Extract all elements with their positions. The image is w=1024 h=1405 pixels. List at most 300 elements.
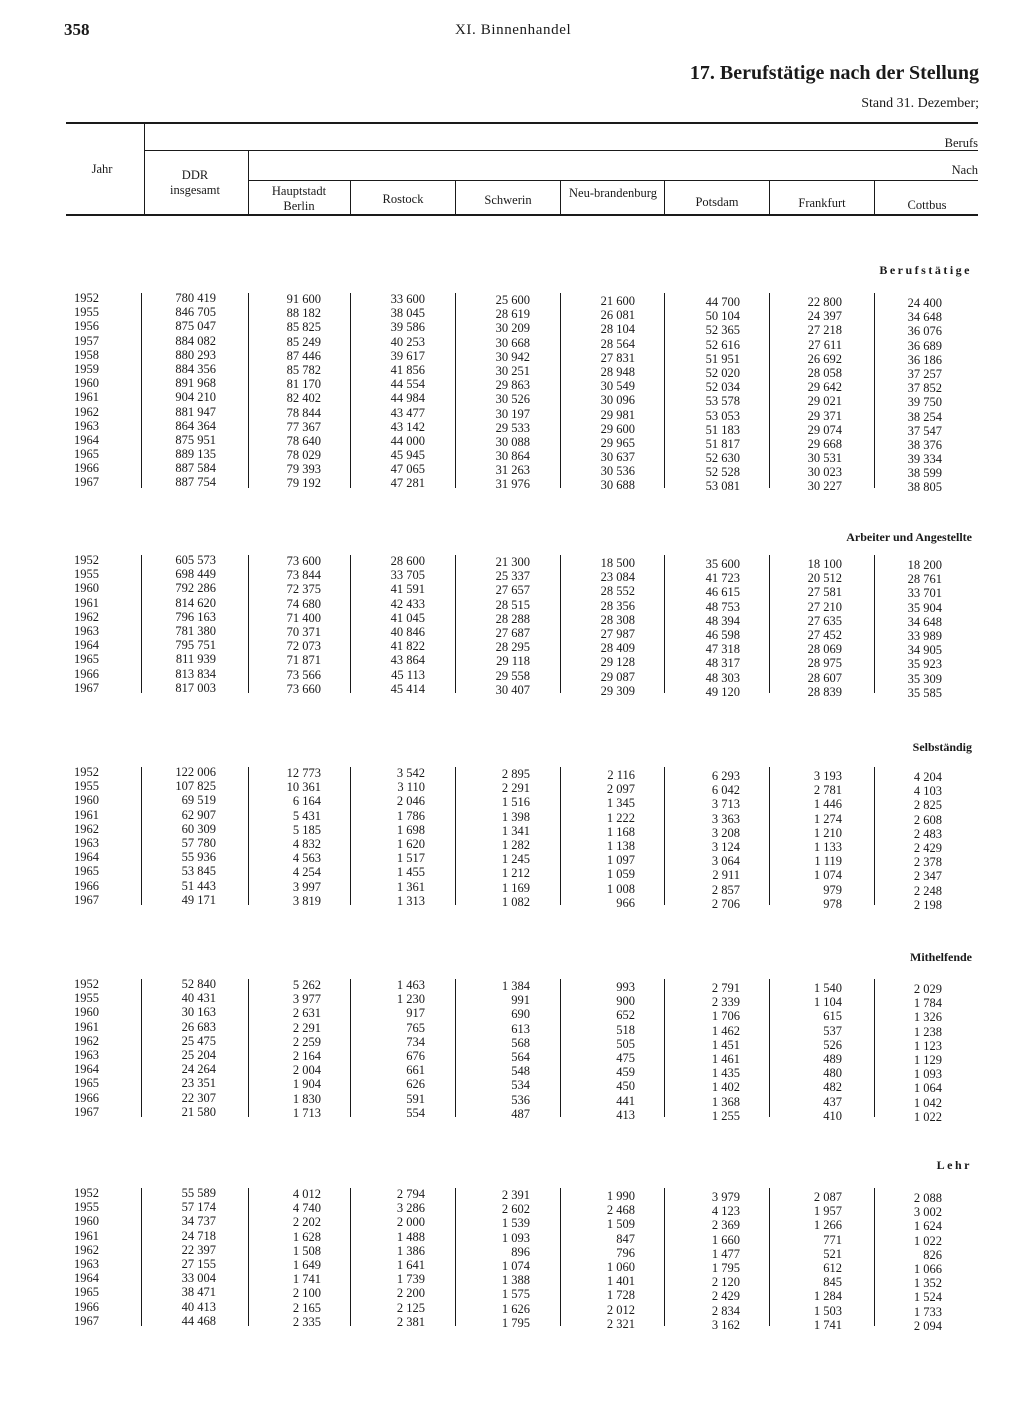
value-cell: 30 864: [495, 449, 530, 464]
value-cell: 37 257: [907, 366, 942, 381]
value-cell: 2 004: [292, 1063, 321, 1078]
value-cell: 1 222: [606, 810, 635, 825]
table-title: 17. Berufstätige nach der Stellung: [689, 62, 979, 84]
header-col-berlin: Hauptstadt Berlin: [271, 184, 327, 213]
value-cell: 30 688: [600, 478, 635, 493]
value-cell: 85 782: [286, 362, 321, 377]
value-cell: 28 104: [600, 322, 635, 337]
value-cell: 891 968: [175, 376, 216, 391]
value-cell: 62 907: [181, 807, 216, 822]
value-cell: 1 706: [711, 1009, 740, 1024]
value-cell: 30 549: [600, 379, 635, 394]
value-cell: 4 254: [292, 865, 321, 880]
value-cell: 3 110: [397, 780, 425, 795]
value-cell: 52 034: [705, 380, 740, 395]
value-cell: 765: [406, 1020, 425, 1035]
value-cell: 991: [511, 993, 530, 1008]
value-cell: 71 871: [286, 653, 321, 668]
value-cell: 900: [616, 994, 635, 1009]
value-cell: 917: [406, 1006, 425, 1021]
value-cell: 38 376: [907, 437, 942, 452]
value-cell: 70 371: [286, 624, 321, 639]
header-divider-1: [350, 181, 351, 214]
header-sub-rule-2: [248, 180, 978, 181]
value-column: [762, 1190, 842, 1332]
value-cell: 44 554: [390, 377, 425, 392]
value-cell: 43 864: [390, 653, 425, 668]
value-cell: 27 987: [600, 626, 635, 641]
value-cell: 1 741: [292, 1272, 321, 1287]
value-cell: 864 364: [175, 418, 216, 433]
value-cell: 792 286: [175, 581, 216, 596]
header-top-right: Berufs: [944, 136, 978, 150]
value-cell: 1 540: [813, 981, 842, 995]
value-cell: 45 414: [390, 681, 425, 696]
value-cell: 1 066: [913, 1261, 942, 1276]
value-cell: 88 182: [286, 306, 321, 321]
value-cell: 79 393: [286, 462, 321, 477]
header-bottom-rule: [66, 214, 978, 216]
year-cell: 1955: [74, 305, 99, 320]
value-cell: 48 394: [705, 613, 740, 628]
value-cell: 1 461: [711, 1051, 740, 1066]
value-cell: 1 361: [396, 879, 425, 894]
value-cell: 30 227: [807, 479, 842, 494]
value-cell: 74 680: [286, 596, 321, 611]
value-cell: 41 856: [390, 362, 425, 377]
value-cell: 2 791: [711, 981, 740, 995]
year-column: [66, 553, 124, 695]
value-cell: 72 375: [286, 582, 321, 597]
header-year: Jahr: [91, 162, 113, 176]
value-cell: 37 547: [907, 423, 942, 438]
value-cell: 27 687: [495, 625, 530, 640]
header-col-rostock: Rostock: [382, 192, 424, 206]
value-cell: 612: [823, 1260, 842, 1275]
value-cell: 2 291: [292, 1020, 321, 1035]
value-cell: 27 635: [807, 613, 842, 628]
value-cell: 6 042: [711, 783, 740, 798]
value-cell: 21 300: [495, 555, 530, 569]
value-cell: 489: [823, 1051, 842, 1066]
value-column: [555, 556, 635, 698]
header-col-ddr: DDR insgesamt: [170, 168, 220, 197]
value-cell: 875 047: [175, 319, 216, 334]
year-column: [66, 977, 124, 1119]
value-cell: 35 309: [907, 671, 942, 686]
value-cell: 30 163: [181, 1005, 216, 1020]
value-cell: 77 367: [286, 419, 321, 434]
year-cell: 1960: [74, 376, 99, 391]
value-cell: 3 208: [711, 825, 740, 840]
value-cell: 28 619: [495, 307, 530, 322]
value-column: [450, 979, 530, 1121]
value-cell: 2 116: [607, 768, 635, 782]
value-cell: 1 082: [501, 894, 530, 909]
year-cell: 1960: [74, 1005, 99, 1020]
value-cell: 1 388: [501, 1273, 530, 1288]
value-cell: 2 248: [913, 883, 942, 898]
header-col-potsdam: Potsdam: [695, 195, 739, 209]
value-column: [241, 554, 321, 696]
value-cell: 3 977: [292, 992, 321, 1007]
value-cell: 2 088: [913, 1191, 942, 1205]
value-cell: 48 303: [705, 670, 740, 685]
value-cell: 29 533: [495, 420, 530, 435]
value-cell: 36 076: [907, 324, 942, 339]
value-cell: 1 509: [606, 1217, 635, 1232]
value-cell: 505: [616, 1036, 635, 1051]
value-column: [241, 292, 321, 491]
value-cell: 413: [616, 1107, 635, 1122]
value-cell: 845: [823, 1275, 842, 1290]
value-cell: 23 351: [181, 1076, 216, 1091]
value-cell: 993: [616, 980, 635, 994]
value-column: [762, 557, 842, 699]
value-cell: 33 004: [181, 1271, 216, 1286]
header-divider-4: [664, 181, 665, 214]
value-cell: 1 093: [501, 1230, 530, 1245]
value-cell: 1 575: [501, 1287, 530, 1302]
value-cell: 2 335: [292, 1314, 321, 1329]
year-cell: 1952: [74, 765, 99, 779]
value-cell: 5 262: [292, 978, 321, 992]
value-cell: 4 563: [292, 851, 321, 866]
value-cell: 1 133: [813, 839, 842, 854]
year-cell: 1952: [74, 553, 99, 567]
value-cell: 1 074: [501, 1258, 530, 1273]
value-cell: 3 002: [913, 1205, 942, 1220]
value-cell: 2 012: [606, 1302, 635, 1317]
year-cell: 1961: [74, 1228, 99, 1243]
value-cell: 1 212: [501, 866, 530, 881]
value-cell: 676: [406, 1048, 425, 1063]
value-cell: 880 293: [175, 347, 216, 362]
value-cell: 34 905: [907, 643, 942, 658]
value-cell: 437: [823, 1094, 842, 1109]
value-cell: 28 552: [600, 584, 635, 599]
value-cell: 1 795: [501, 1315, 530, 1330]
value-cell: 875 951: [175, 432, 216, 447]
value-column: [660, 1190, 740, 1332]
value-column: [862, 558, 942, 700]
value-cell: 29 087: [600, 669, 635, 684]
value-cell: 3 542: [396, 766, 425, 780]
value-cell: 2 391: [501, 1188, 530, 1202]
year-cell: 1962: [74, 1033, 99, 1048]
value-cell: 4 204: [913, 770, 942, 784]
value-cell: 78 029: [286, 448, 321, 463]
value-cell: 27 611: [808, 337, 842, 352]
value-cell: 28 058: [807, 365, 842, 380]
value-cell: 91 600: [286, 292, 321, 306]
year-cell: 1962: [74, 609, 99, 624]
value-cell: 28 975: [807, 656, 842, 671]
value-cell: 28 295: [495, 640, 530, 655]
value-cell: 30 088: [495, 434, 530, 449]
value-cell: 28 948: [600, 364, 635, 379]
value-cell: 459: [616, 1065, 635, 1080]
year-cell: 1966: [74, 461, 99, 476]
value-cell: 1 274: [813, 811, 842, 826]
value-cell: 38 254: [907, 409, 942, 424]
value-cell: 40 413: [181, 1299, 216, 1314]
value-cell: 78 640: [286, 433, 321, 448]
value-cell: 4 103: [913, 784, 942, 799]
value-column: [762, 981, 842, 1123]
value-cell: 1 784: [913, 996, 942, 1011]
value-column: [862, 1191, 942, 1333]
value-cell: 73 566: [286, 667, 321, 682]
value-cell: 548: [511, 1064, 530, 1079]
value-cell: 73 600: [286, 554, 321, 568]
value-cell: 37 852: [907, 381, 942, 396]
value-cell: 35 904: [907, 600, 942, 615]
value-cell: 450: [616, 1079, 635, 1094]
year-cell: 1952: [74, 1186, 99, 1200]
year-cell: 1964: [74, 638, 99, 653]
value-column: [555, 294, 635, 493]
value-cell: 2 429: [711, 1289, 740, 1304]
value-cell: 26 683: [181, 1019, 216, 1034]
value-cell: 1 739: [396, 1272, 425, 1287]
value-cell: 28 409: [600, 641, 635, 656]
value-cell: 43 477: [390, 405, 425, 420]
value-column: [660, 557, 740, 699]
value-column: [862, 296, 942, 495]
year-cell: 1962: [74, 821, 99, 836]
header-col-cottbus: Cottbus: [907, 198, 947, 212]
value-column: [862, 770, 942, 912]
value-cell: 21 580: [181, 1104, 216, 1119]
value-cell: 51 951: [705, 351, 740, 366]
value-cell: 536: [511, 1092, 530, 1107]
value-cell: 82 402: [286, 391, 321, 406]
value-cell: 1 830: [292, 1091, 321, 1106]
value-cell: 1 326: [913, 1010, 942, 1025]
value-cell: 1 462: [711, 1023, 740, 1038]
value-cell: 4 123: [711, 1204, 740, 1219]
value-cell: 45 945: [390, 448, 425, 463]
value-cell: 3 286: [396, 1201, 425, 1216]
value-cell: 2 895: [501, 767, 530, 781]
value-cell: 51 443: [181, 878, 216, 893]
year-column: [66, 765, 124, 907]
value-cell: 49 171: [181, 892, 216, 907]
value-cell: 1 957: [813, 1204, 842, 1219]
year-cell: 1966: [74, 878, 99, 893]
value-cell: 887 754: [175, 475, 216, 490]
value-cell: 813 834: [175, 666, 216, 681]
value-cell: 30 251: [495, 363, 530, 378]
header-divider-year: [144, 124, 145, 214]
value-cell: 1 698: [396, 822, 425, 837]
value-cell: 1 713: [292, 1105, 321, 1120]
value-cell: 38 599: [907, 466, 942, 481]
value-cell: 1 733: [913, 1304, 942, 1319]
value-cell: 1 402: [711, 1080, 740, 1095]
value-cell: 30 536: [600, 464, 635, 479]
value-cell: 29 128: [600, 655, 635, 670]
value-cell: 27 155: [181, 1256, 216, 1271]
value-column: [450, 767, 530, 909]
value-column: [136, 553, 216, 695]
value-cell: 26 081: [600, 308, 635, 323]
year-cell: 1965: [74, 1076, 99, 1091]
value-cell: 52 528: [705, 465, 740, 480]
value-cell: 29 118: [496, 654, 530, 669]
value-cell: 73 844: [286, 568, 321, 583]
value-cell: 4 832: [292, 836, 321, 851]
value-cell: 52 840: [181, 977, 216, 991]
value-cell: 36 186: [907, 352, 942, 367]
header-divider-5: [769, 181, 770, 214]
value-cell: 27 218: [807, 323, 842, 338]
value-cell: 18 500: [600, 556, 635, 570]
value-cell: 29 965: [600, 435, 635, 450]
value-cell: 29 981: [600, 407, 635, 422]
value-column: [136, 291, 216, 490]
value-cell: 1 266: [813, 1218, 842, 1233]
value-column: [762, 295, 842, 494]
value-cell: 46 598: [705, 627, 740, 642]
value-cell: 605 573: [175, 553, 216, 567]
value-cell: 31 263: [495, 463, 530, 478]
value-cell: 661: [406, 1063, 425, 1078]
header-divider-2: [455, 181, 456, 214]
value-cell: 1 138: [606, 838, 635, 853]
value-cell: 27 831: [600, 350, 635, 365]
value-cell: 1 455: [396, 865, 425, 880]
value-cell: 34 737: [181, 1214, 216, 1229]
year-cell: 1965: [74, 1285, 99, 1300]
value-cell: 27 452: [807, 627, 842, 642]
value-column: [555, 1189, 635, 1331]
value-cell: 20 512: [807, 571, 842, 586]
value-cell: 35 923: [907, 657, 942, 672]
value-cell: 49 120: [705, 684, 740, 699]
value-cell: 55 936: [181, 850, 216, 865]
value-cell: 487: [511, 1106, 530, 1121]
value-cell: 2 631: [292, 1006, 321, 1021]
value-cell: 1 022: [913, 1109, 942, 1124]
value-cell: 52 616: [705, 337, 740, 352]
value-cell: 904 210: [175, 390, 216, 405]
value-cell: 3 997: [292, 879, 321, 894]
value-cell: 2 602: [501, 1202, 530, 1217]
value-cell: 35 600: [705, 557, 740, 571]
value-cell: 2 100: [292, 1286, 321, 1301]
value-cell: 2 369: [711, 1218, 740, 1233]
value-cell: 1 517: [396, 851, 425, 866]
value-column: [345, 1187, 425, 1329]
value-cell: 52 630: [705, 451, 740, 466]
value-cell: 537: [823, 1023, 842, 1038]
value-cell: 1 022: [913, 1233, 942, 1248]
value-cell: 30 637: [600, 450, 635, 465]
value-cell: 31 976: [495, 477, 530, 492]
value-cell: 1 168: [606, 824, 635, 839]
running-head: XI. Binnenhandel: [455, 22, 572, 38]
value-cell: 1 539: [501, 1216, 530, 1231]
table-subtitle: Stand 31. Dezember;: [861, 96, 979, 111]
year-cell: 1965: [74, 447, 99, 462]
value-cell: 79 192: [286, 476, 321, 491]
value-cell: 1 741: [813, 1317, 842, 1332]
value-cell: 2 794: [396, 1187, 425, 1201]
value-cell: 568: [511, 1035, 530, 1050]
value-cell: 1 352: [913, 1276, 942, 1291]
value-cell: 3 064: [711, 854, 740, 869]
value-cell: 1 477: [711, 1246, 740, 1261]
year-cell: 1964: [74, 432, 99, 447]
value-cell: 47 281: [390, 476, 425, 491]
value-column: [450, 293, 530, 492]
value-cell: 2 200: [396, 1286, 425, 1301]
value-cell: 1 626: [501, 1301, 530, 1316]
value-column: [136, 977, 216, 1119]
value-cell: 2 029: [913, 982, 942, 996]
value-cell: 122 006: [175, 765, 216, 779]
value-cell: 27 657: [495, 583, 530, 598]
value-cell: 30 668: [495, 335, 530, 350]
value-cell: 53 578: [705, 394, 740, 409]
value-cell: 30 942: [495, 349, 530, 364]
value-cell: 29 558: [495, 668, 530, 683]
value-cell: 698 449: [175, 567, 216, 582]
year-cell: 1963: [74, 1047, 99, 1062]
year-cell: 1955: [74, 991, 99, 1006]
value-cell: 534: [511, 1078, 530, 1093]
value-cell: 41 591: [390, 582, 425, 597]
value-cell: 734: [406, 1034, 425, 1049]
value-cell: 2 608: [913, 812, 942, 827]
year-cell: 1963: [74, 835, 99, 850]
value-cell: 28 515: [495, 597, 530, 612]
value-cell: 847: [616, 1231, 635, 1246]
value-cell: 3 162: [711, 1317, 740, 1332]
value-cell: 554: [406, 1105, 425, 1120]
value-cell: 2 202: [292, 1215, 321, 1230]
value-cell: 591: [406, 1091, 425, 1106]
year-cell: 1960: [74, 1214, 99, 1229]
value-cell: 1 368: [711, 1094, 740, 1109]
value-cell: 57 174: [181, 1200, 216, 1215]
value-cell: 18 200: [907, 558, 942, 572]
value-cell: 30 197: [495, 406, 530, 421]
value-cell: 1 210: [813, 825, 842, 840]
year-cell: 1966: [74, 1299, 99, 1314]
value-cell: 564: [511, 1049, 530, 1064]
value-column: [345, 554, 425, 696]
value-cell: 2 706: [711, 896, 740, 911]
value-cell: 18 100: [807, 557, 842, 571]
value-cell: 44 000: [390, 433, 425, 448]
value-cell: 1 097: [606, 853, 635, 868]
value-cell: 29 863: [495, 378, 530, 393]
year-column: [66, 291, 124, 490]
value-cell: 27 210: [807, 599, 842, 614]
header-divider-6: [874, 181, 875, 214]
value-cell: 39 750: [907, 395, 942, 410]
value-cell: 29 600: [600, 421, 635, 436]
value-cell: 3 363: [711, 811, 740, 826]
value-cell: 51 817: [705, 436, 740, 451]
value-cell: 2 339: [711, 995, 740, 1010]
value-cell: 1 624: [913, 1219, 942, 1234]
value-cell: 34 648: [907, 310, 942, 325]
value-cell: 50 104: [705, 309, 740, 324]
